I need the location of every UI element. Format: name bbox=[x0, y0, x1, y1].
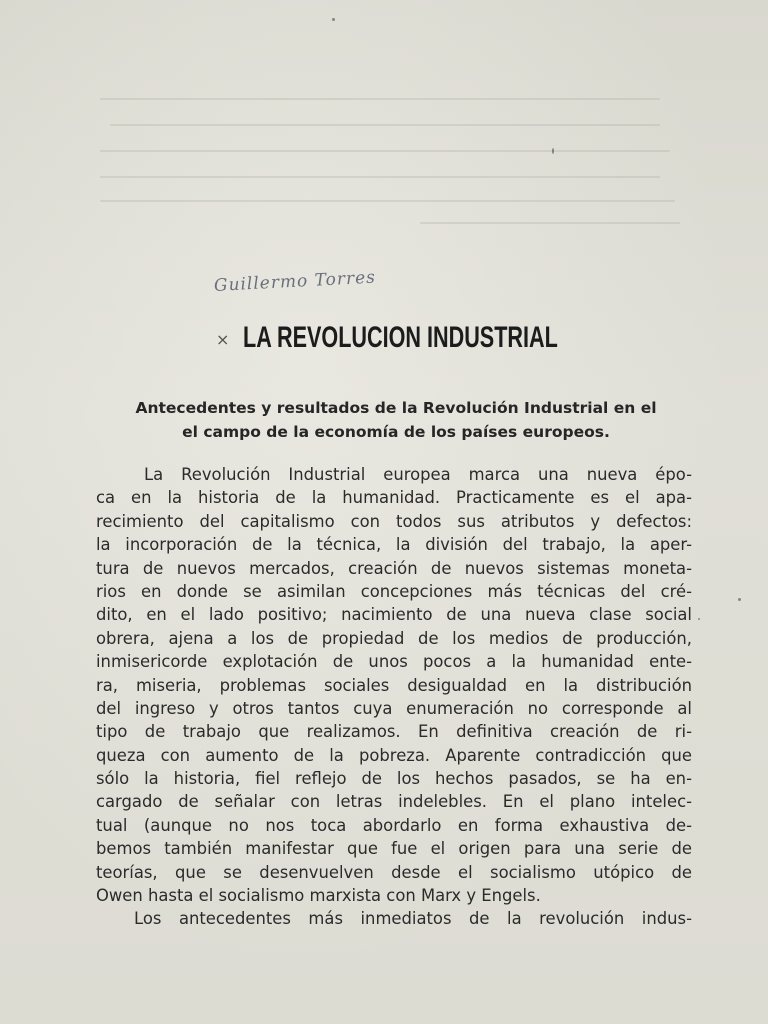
bleed-through-line bbox=[100, 200, 675, 202]
subtitle-line: el campo de la economía de los países europeos. bbox=[182, 423, 610, 441]
subtitle bbox=[96, 396, 696, 444]
paper-speck bbox=[332, 18, 335, 21]
bleed-through-line bbox=[420, 222, 680, 224]
body-line: rios en donde se asimilan concepciones más técnicas del cré- bbox=[96, 581, 692, 601]
body-line: bemos también manifestar que fue el origen para una serie de bbox=[96, 839, 692, 859]
bleed-through-line bbox=[100, 150, 670, 152]
bleed-through-line bbox=[100, 98, 660, 100]
body-line: tipo de trabajo que realizamos. En definitiva creación de ri- bbox=[96, 722, 692, 742]
margin-mark: × bbox=[216, 330, 230, 349]
body-line: recimiento del capitalismo con todos sus atributos y defectos: bbox=[96, 511, 692, 531]
body-line: dito, en el lado positivo; nacimiento de una nueva clase social bbox=[96, 605, 692, 625]
body-line: Los antecedentes más inmediatos de la revolución indus- bbox=[134, 909, 692, 929]
body-line: tual (aunque no nos toca abordarlo en forma exhaustiva de- bbox=[96, 815, 692, 835]
page-title: LA REVOLUCION INDUSTRIAL bbox=[243, 321, 558, 354]
body-line: ca en la historia de la humanidad. Practicamente es el apa- bbox=[96, 488, 692, 508]
body-line: cargado de señalar con letras indelebles. En el plano intelec- bbox=[96, 792, 692, 812]
body-line: sólo la historia, fiel reflejo de los hechos pasados, se ha en- bbox=[96, 769, 692, 789]
body-line: queza con aumento de la pobreza. Aparente contradicción que bbox=[96, 745, 692, 765]
body-line: tura de nuevos mercados, creación de nuevos sistemas moneta- bbox=[96, 558, 692, 578]
body-paragraph bbox=[96, 463, 692, 931]
body-line: La Revolución Industrial europea marca una nueva épo- bbox=[144, 465, 692, 484]
body-line: del ingreso y otros tantos cuya enumeración no corresponde al bbox=[96, 698, 692, 718]
body-line: obrera, ajena a los de propiedad de los medios de producción, bbox=[96, 628, 692, 648]
subtitle-line: Antecedentes y resultados de la Revolución Industrial en el bbox=[135, 399, 657, 417]
body-line: inmisericorde explotación de unos pocos a la humanidad ente- bbox=[96, 652, 692, 672]
body-line: Owen hasta el socialismo marxista con Marx y Engels. bbox=[96, 886, 541, 906]
paper-speck bbox=[698, 618, 700, 620]
body-line: ra, miseria, problemas sociales desigualdad en la distribución bbox=[96, 675, 692, 695]
handwritten-signature: Guillermo Torres bbox=[213, 267, 377, 296]
bleed-through-line bbox=[110, 124, 660, 126]
paper-speck bbox=[552, 148, 554, 154]
paper-speck bbox=[738, 598, 741, 601]
bleed-through-line bbox=[100, 176, 660, 178]
body-line: teorías, que se desenvuelven desde el socialismo utópico de bbox=[96, 862, 692, 882]
body-line: la incorporación de la técnica, la división del trabajo, la aper- bbox=[96, 535, 692, 555]
